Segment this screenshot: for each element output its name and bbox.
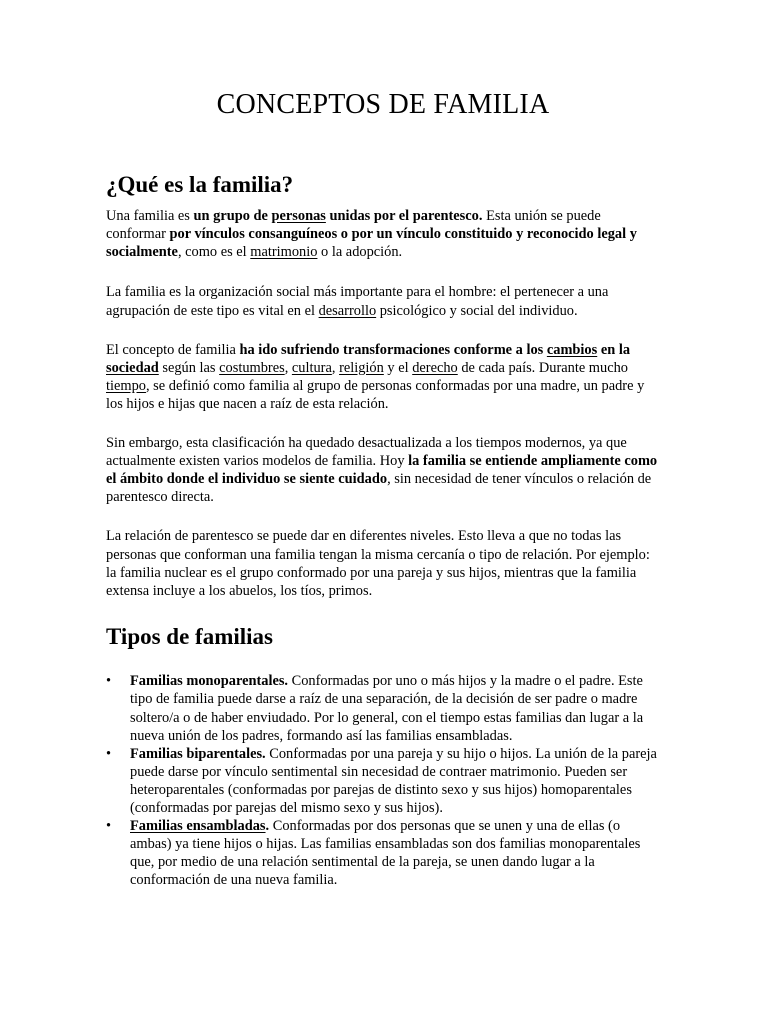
- text-run: Esta unión se puede conformar: [106, 208, 601, 243]
- document-title: CONCEPTOS DE FAMILIA: [216, 89, 550, 120]
- text-run: ,: [331, 359, 340, 376]
- text-run: Una familia es: [106, 208, 194, 225]
- term-label: Familias ensambladas.: [130, 818, 270, 835]
- paragraph-modern-models: [106, 434, 660, 506]
- text-run: y el: [383, 359, 413, 376]
- term-description: Conformadas por dos personas que se unen y una de ellas (o ambas) ya tiene hijos o hijas. Las familias ensambladas son dos familias monoparentales que, por medio de una relación sentimental de la pareja, se unen dando lugar a la conformación de una nueva familia.: [130, 818, 641, 889]
- link-familias-ensambladas[interactable]: Familias ensambladas: [130, 818, 266, 835]
- family-types-list: [106, 672, 660, 889]
- link-religion[interactable]: religión: [339, 359, 384, 376]
- text-run: El concepto de familia: [106, 341, 240, 358]
- bold-text: por vínculos consanguíneos o por un vínculo constituido y reconocido legal y socialmente: [106, 226, 637, 261]
- link-matrimonio[interactable]: matrimonio: [250, 244, 318, 261]
- term-label: Familias monoparentales.: [130, 673, 289, 690]
- bold-text: la familia se entiende ampliamente como el ámbito donde el individuo se siente cuidado: [106, 453, 658, 488]
- bold-text: ha ido sufriendo transformaciones conforme a los cambios en la sociedad: [106, 341, 631, 376]
- link-costumbres[interactable]: costumbres: [219, 359, 285, 376]
- link-personas[interactable]: personas: [271, 208, 326, 225]
- link-sociedad[interactable]: sociedad: [106, 359, 159, 376]
- link-desarrollo[interactable]: desarrollo: [318, 302, 377, 319]
- text-run: , se definió como familia al grupo de personas conformadas por una madre, un padre y los hijos e hijas que nacen a raíz de esta relación.: [106, 377, 645, 412]
- link-tiempo[interactable]: tiempo: [106, 377, 146, 394]
- text-run: , como es el: [177, 244, 251, 261]
- text-run: La relación de parentesco se puede dar en diferentes niveles. Esto lleva a que no todas las personas que conforman una familia tengan la misma cercanía o tipo de relación. Por ejemplo: la familia nuclear es el grupo conformado por una pareja y sus hijos, mientras que la familia extensa incluye a los abuelos, los tíos, primos.: [106, 528, 650, 599]
- section-heading-tipos-de-familias: Tipos de familias: [106, 623, 273, 649]
- text-run: La familia es la organización social más importante para el hombre: el pertenecer a una agrupación de este tipo es vital en el: [106, 284, 609, 319]
- paragraph-concept-evolution: [106, 341, 660, 413]
- text-run: ,: [284, 359, 292, 376]
- bold-text: un grupo de personas unidas por el parentesco.: [193, 208, 483, 225]
- link-cambios[interactable]: cambios: [546, 341, 598, 358]
- list-item-biparentales: [106, 745, 660, 817]
- list-item-ensambladas: [106, 817, 660, 889]
- term-description: Conformadas por uno o más hijos y la madre o el padre. Este tipo de familia puede darse a raíz de una separación, de la decisión de ser padre o madre soltero/a o de haber enviudado. Por lo general, con el tiempo estas familias dan lugar a la nueva unión de los padres, formando así las familias ensambladas.: [130, 673, 644, 744]
- text-run: o la adopción.: [317, 244, 403, 261]
- text-run: psicológico y social del individuo.: [376, 302, 578, 319]
- list-item-monoparentales: [106, 672, 660, 744]
- paragraph-importance: [106, 283, 660, 319]
- paragraph-kinship-levels: [106, 527, 660, 599]
- term-label: Familias biparentales.: [130, 745, 266, 762]
- term-description: Conformadas por una pareja y su hijo o hijos. La unión de la pareja puede darse por vínculo sentimental sin necesidad de contraer matrimonio. Pueden ser heteroparentales (conformadas por parejas de distinto sexo y sus hijos) homoparentales (conformadas por parejas del mismo sexo y sus hijos).: [130, 745, 657, 817]
- text-run: , sin necesidad de tener vínculos o relación de parentesco directa.: [106, 471, 652, 506]
- text-run: de cada país. Durante mucho: [457, 359, 628, 376]
- link-cultura[interactable]: cultura: [291, 359, 332, 376]
- text-run: según las: [158, 359, 220, 376]
- paragraph-definition: [106, 207, 660, 261]
- link-derecho[interactable]: derecho: [412, 359, 458, 376]
- section-heading-que-es-la-familia: ¿Qué es la familia?: [106, 171, 294, 197]
- text-run: Sin embargo, esta clasificación ha quedado desactualizada a los tiempos modernos, ya que actualmente existen varios modelos de familia. Hoy: [106, 435, 627, 470]
